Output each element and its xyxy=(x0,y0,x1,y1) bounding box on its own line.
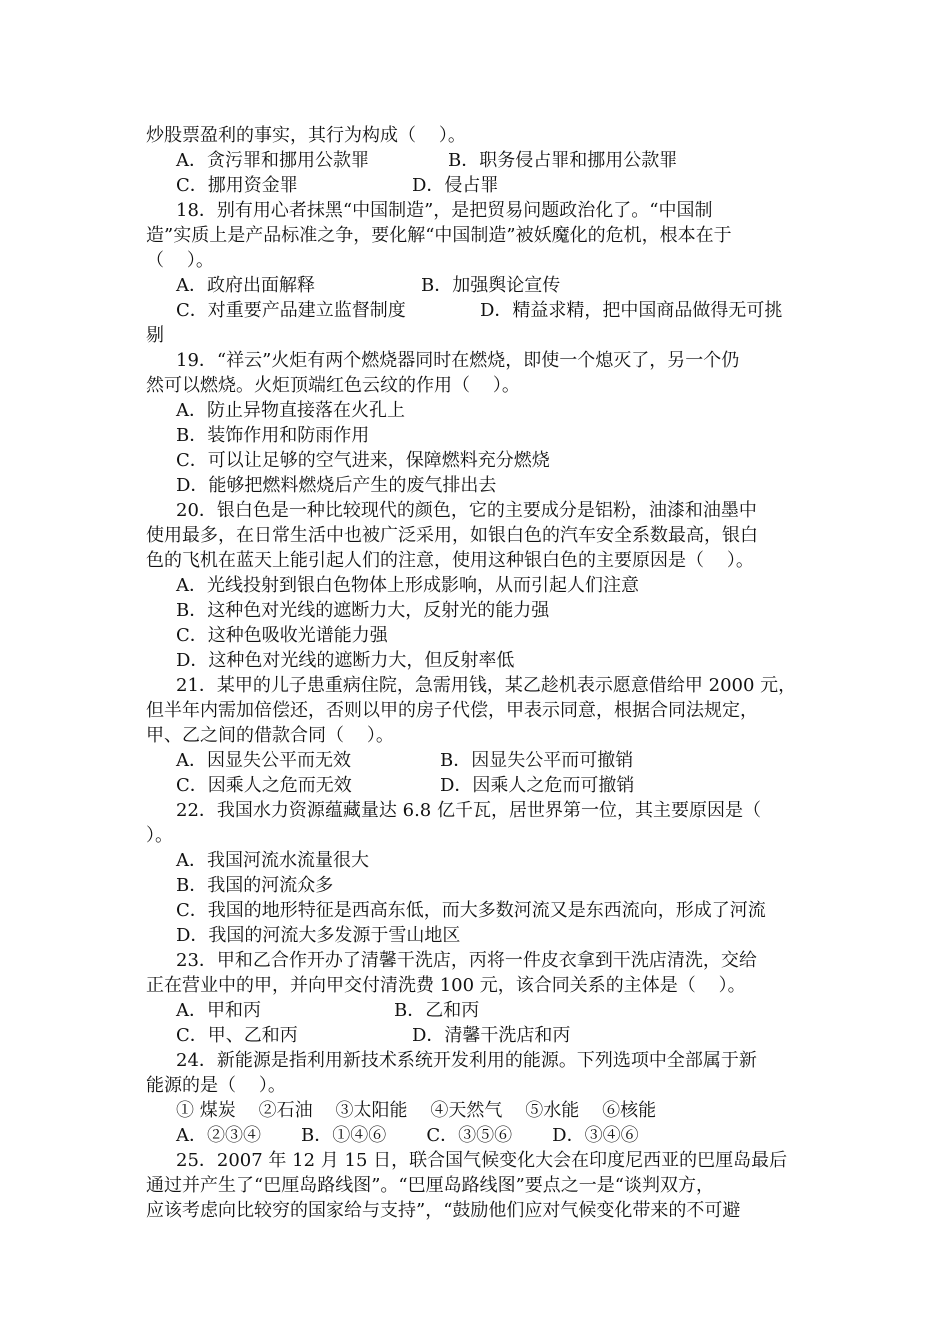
option-d: D．我国的河流大多发源于雪山地区 xyxy=(176,925,461,946)
option-d: D．精益求精，把中国商品做得无可挑 xyxy=(480,300,783,321)
options-row: A．②③④ B．①④⑥ C．③⑤⑥ D．③④⑥ xyxy=(176,1125,639,1146)
text-line: 剔 xyxy=(146,325,164,346)
option-b: B．我国的河流众多 xyxy=(176,875,334,896)
option-a: A．我国河流水流量很大 xyxy=(176,850,369,871)
text-line: 正在营业中的甲，并向甲交付清洗费 100 元，该合同关系的主体是（ ）。 xyxy=(146,975,746,996)
option-b: B．这种色对光线的遮断力大，反射光的能力强 xyxy=(176,600,550,621)
text-line: 应该考虑向比较穷的国家给与支持”，“鼓励他们应对气候变化带来的不可避 xyxy=(146,1200,741,1221)
text-line: 甲、乙之间的借款合同（ ）。 xyxy=(146,725,394,746)
question-24: 24．新能源是指利用新技术系统开发利用的能源。下列选项中全部属于新 xyxy=(176,1050,757,1071)
question-25: 25．2007 年 12 月 15 日，联合国气候变化大会在印度尼西亚的巴厘岛最后 xyxy=(176,1150,788,1171)
option-c: C．可以让足够的空气进来，保障燃料充分燃烧 xyxy=(176,450,550,471)
option-a: A．因显失公平而无效 xyxy=(176,750,351,771)
option-a: A．贪污罪和挪用公款罪 xyxy=(176,150,369,171)
option-d: D．侵占罪 xyxy=(412,175,499,196)
option-a: A．光线投射到银白色物体上形成影响，从而引起人们注意 xyxy=(176,575,639,596)
option-d: D．清馨干洗店和丙 xyxy=(412,1025,571,1046)
option-b: B．职务侵占罪和挪用公款罪 xyxy=(448,150,678,171)
text-line: ）。 xyxy=(146,825,173,846)
option-b: B．加强舆论宣传 xyxy=(421,275,561,296)
text-line: （ ）。 xyxy=(146,250,214,271)
option-b: B．装饰作用和防雨作用 xyxy=(176,425,370,446)
option-c: C．我国的地形特征是西高东低，而大多数河流又是东西流向，形成了河流 xyxy=(176,900,766,921)
option-c: C．对重要产品建立监督制度 xyxy=(176,300,406,321)
question-23: 23．甲和乙合作开办了清馨干洗店，丙将一件皮衣拿到干洗店清洗，交给 xyxy=(176,950,757,971)
option-a: A．甲和丙 xyxy=(176,1000,261,1021)
option-d: D．这种色对光线的遮断力大，但反射率低 xyxy=(176,650,515,671)
option-c: C．甲、乙和丙 xyxy=(176,1025,298,1046)
text-line: 色的飞机在蓝天上能引起人们的注意，使用这种银白色的主要原因是（ ）。 xyxy=(146,550,754,571)
option-d: D．因乘人之危而可撤销 xyxy=(440,775,635,796)
text-line: 然可以燃烧。火炬顶端红色云纹的作用（ ）。 xyxy=(146,375,520,396)
option-d: D．能够把燃料燃烧后产生的废气排出去 xyxy=(176,475,497,496)
question-19: 19．“祥云”火炬有两个燃烧器同时在燃烧，即使一个熄灭了，另一个仍 xyxy=(176,350,740,371)
text-line: 造”实质上是产品标准之争，要化解“中国制造”被妖魔化的危机，根本在于 xyxy=(146,225,732,246)
option-a: A．政府出面解释 xyxy=(176,275,315,296)
text-line: 通过并产生了“巴厘岛路线图”。“巴厘岛路线图”要点之一是“谈判双方， xyxy=(146,1175,715,1196)
text-line: 使用最多，在日常生活中也被广泛采用，如银白色的汽车安全系数最高，银白 xyxy=(146,525,758,546)
text-line: 能源的是（ ）。 xyxy=(146,1075,286,1096)
option-a: A．防止异物直接落在火孔上 xyxy=(176,400,405,421)
item-list: ① 煤炭 ②石油 ③太阳能 ④天然气 ⑤水能 ⑥核能 xyxy=(176,1100,657,1121)
question-22: 22．我国水力资源蕴藏量达 6.8 亿千瓦，居世界第一位，其主要原因是（ xyxy=(176,800,761,821)
option-b: B．乙和丙 xyxy=(394,1000,480,1021)
text-line: 炒股票盈利的事实，其行为构成（ ）。 xyxy=(146,125,466,146)
question-18: 18．别有用心者抹黑“中国制造”，是把贸易问题政治化了。“中国制 xyxy=(176,200,713,221)
option-b: B．因显失公平而可撤销 xyxy=(440,750,634,771)
option-c: C．因乘人之危而无效 xyxy=(176,775,352,796)
option-c: C．挪用资金罪 xyxy=(176,175,298,196)
option-c: C．这种色吸收光谱能力强 xyxy=(176,625,388,646)
text-line: 但半年内需加倍偿还，否则以甲的房子代偿，甲表示同意，根据合同法规定， xyxy=(146,700,758,721)
question-20: 20．银白色是一种比较现代的颜色，它的主要成分是铝粉，油漆和油墨中 xyxy=(176,500,757,521)
question-21: 21．某甲的儿子患重病住院，急需用钱，某乙趁机表示愿意借给甲 2000 元， xyxy=(176,675,797,696)
